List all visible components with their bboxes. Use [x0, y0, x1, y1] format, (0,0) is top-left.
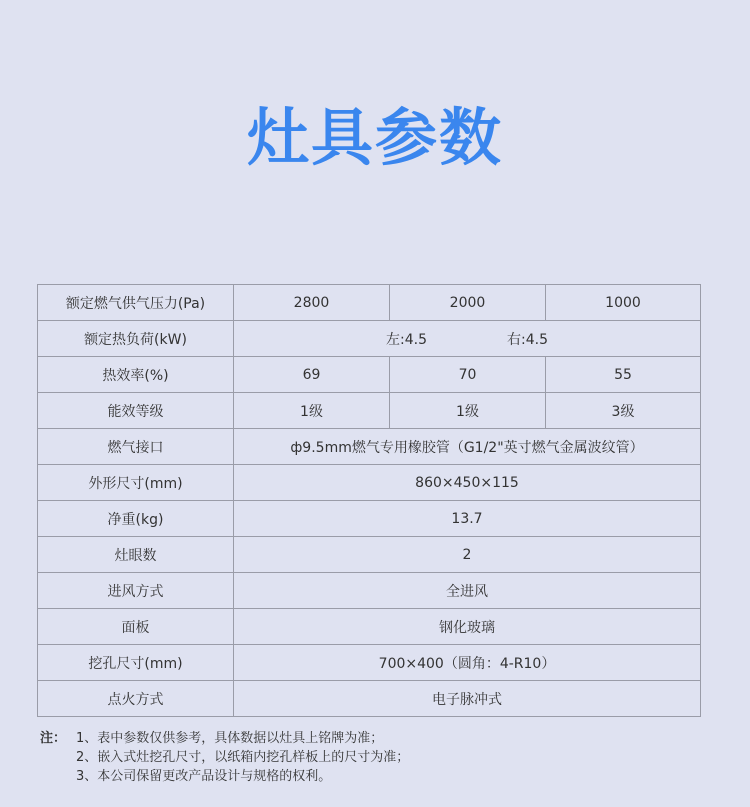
cell-value: 13.7 — [234, 501, 701, 537]
row-label: 进风方式 — [38, 573, 234, 609]
cell-value: 1级 — [234, 393, 390, 429]
note-item: 1、表中参数仅供参考，具体数据以灶具上铭牌为准； — [76, 731, 384, 746]
table-row — [38, 321, 701, 357]
spec-table — [37, 284, 701, 717]
note-item: 2、嵌入式灶挖孔尺寸，以纸箱内挖孔样板上的尺寸为准； — [76, 750, 410, 765]
table-row — [38, 573, 701, 609]
row-label: 额定热负荷(kW) — [38, 321, 234, 357]
note-line — [40, 748, 720, 767]
note-item: 3、本公司保留更改产品设计与规格的权利。 — [76, 769, 332, 784]
cell-value: 钢化玻璃 — [234, 609, 701, 645]
page-title: 灶具参数 — [246, 101, 503, 174]
right-burner-load: 右:4.5 — [507, 331, 548, 348]
cell-value: 2800 — [234, 285, 390, 321]
row-label: 外形尺寸(mm) — [38, 465, 234, 501]
table-row — [38, 465, 701, 501]
row-label: 灶眼数 — [38, 537, 234, 573]
split-values — [386, 329, 548, 349]
cell-value: 70 — [390, 357, 546, 393]
note-line — [40, 767, 720, 786]
table-row — [38, 285, 701, 321]
row-label: 净重(kg) — [38, 501, 234, 537]
table-row — [38, 645, 701, 681]
row-label: 燃气接口 — [38, 429, 234, 465]
notes-lead: 注： — [40, 731, 67, 746]
row-label: 面板 — [38, 609, 234, 645]
notes — [40, 729, 720, 786]
cell-value: ф9.5mm燃气专用橡胶管（G1/2"英寸燃气金属波纹管） — [234, 429, 701, 465]
table-row — [38, 681, 701, 717]
row-label: 能效等级 — [38, 393, 234, 429]
cell-value: 1级 — [390, 393, 546, 429]
table-row — [38, 609, 701, 645]
cell-value: 2000 — [390, 285, 546, 321]
table-row — [38, 393, 701, 429]
table-row — [38, 357, 701, 393]
cell-value: 1000 — [546, 285, 701, 321]
cell-value: 69 — [234, 357, 390, 393]
cell-value: 860×450×115 — [234, 465, 701, 501]
row-label: 热效率(%) — [38, 357, 234, 393]
table-row — [38, 501, 701, 537]
left-burner-load: 左:4.5 — [386, 331, 427, 348]
table-row — [38, 429, 701, 465]
row-label: 点火方式 — [38, 681, 234, 717]
cell-value: 2 — [234, 537, 701, 573]
cell-value: 3级 — [546, 393, 701, 429]
cell-value: 电子脉冲式 — [234, 681, 701, 717]
cell-value: 55 — [546, 357, 701, 393]
row-label: 挖孔尺寸(mm) — [38, 645, 234, 681]
note-line — [40, 729, 720, 748]
cell-value — [234, 321, 701, 357]
table-row — [38, 537, 701, 573]
cell-value: 全进风 — [234, 573, 701, 609]
row-label: 额定燃气供气压力(Pa) — [38, 285, 234, 321]
cell-value: 700×400（圆角：4-R10） — [234, 645, 701, 681]
